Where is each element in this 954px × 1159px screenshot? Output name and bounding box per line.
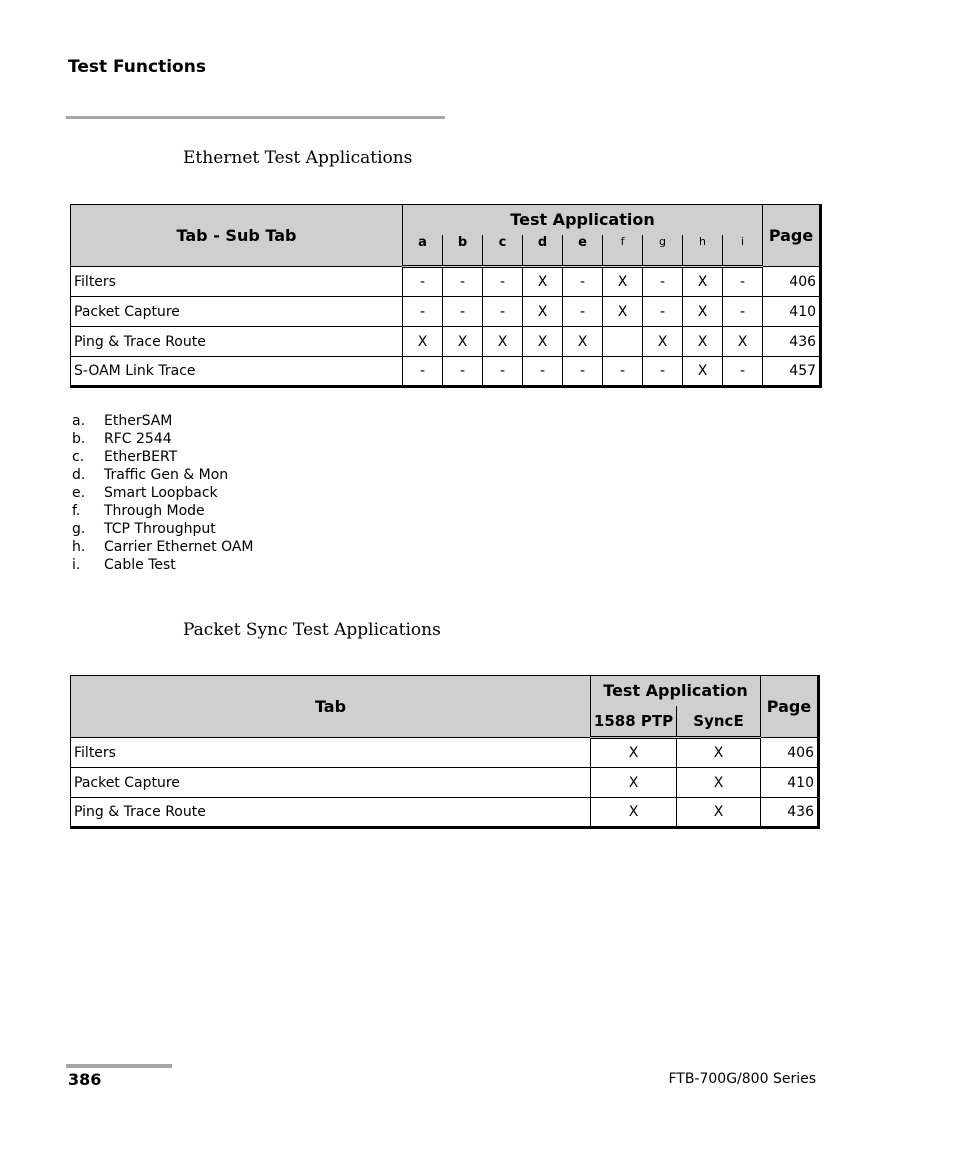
mark-cell: X	[677, 798, 761, 828]
col-header-tab: Tab	[71, 676, 591, 738]
legend-text: Cable Test	[104, 557, 176, 573]
packet-sync-table-caption: Packet Sync Test Applications	[183, 620, 441, 640]
mark-cell	[603, 327, 643, 357]
mark-cell: X	[683, 267, 723, 297]
sub-col-b: b	[443, 235, 483, 267]
sub-col-synce: SyncE	[677, 706, 761, 738]
mark-cell: -	[403, 297, 443, 327]
mark-cell: -	[403, 267, 443, 297]
legend-item	[72, 484, 254, 502]
col-header-test-application: Test Application	[403, 205, 763, 235]
row-name: Ping & Trace Route	[71, 798, 591, 828]
section-header: Test Functions	[68, 57, 206, 77]
row-name: Packet Capture	[71, 297, 403, 327]
mark-cell: -	[723, 267, 763, 297]
page-cell: 406	[761, 738, 819, 768]
mark-cell: X	[483, 327, 523, 357]
mark-cell: -	[443, 357, 483, 387]
legend-item	[72, 520, 254, 538]
col-header-test-application: Test Application	[591, 676, 761, 706]
mark-cell: X	[523, 297, 563, 327]
mark-cell: -	[483, 297, 523, 327]
sub-col-h: h	[683, 235, 723, 267]
sub-col-c: c	[483, 235, 523, 267]
table-row	[71, 798, 819, 828]
mark-cell: -	[483, 357, 523, 387]
mark-cell: X	[591, 738, 677, 768]
legend-item	[72, 430, 254, 448]
mark-cell: -	[483, 267, 523, 297]
mark-cell: X	[723, 327, 763, 357]
legend-item	[72, 466, 254, 484]
mark-cell: X	[563, 327, 603, 357]
page-cell: 410	[763, 297, 821, 327]
sub-col-e: e	[563, 235, 603, 267]
row-name: Ping & Trace Route	[71, 327, 403, 357]
legend-letter: b.	[72, 431, 86, 447]
legend-text: RFC 2544	[104, 431, 172, 447]
legend-text: Smart Loopback	[104, 485, 218, 501]
row-name: Filters	[71, 738, 591, 768]
mark-cell: -	[443, 297, 483, 327]
page-cell: 410	[761, 768, 819, 798]
mark-cell: -	[563, 357, 603, 387]
mark-cell: X	[523, 267, 563, 297]
mark-cell: X	[443, 327, 483, 357]
page-cell: 436	[763, 327, 821, 357]
legend-text: TCP Throughput	[104, 521, 216, 537]
legend-text: Carrier Ethernet OAM	[104, 539, 254, 555]
mark-cell: -	[643, 267, 683, 297]
mark-cell: -	[403, 357, 443, 387]
ethernet-test-table	[70, 204, 822, 388]
product-series: FTB-700G/800 Series	[668, 1071, 816, 1087]
mark-cell: -	[643, 297, 683, 327]
legend-text: EtherSAM	[104, 413, 173, 429]
mark-cell: X	[603, 267, 643, 297]
table-row	[71, 768, 819, 798]
legend-item	[72, 412, 254, 430]
col-header-page: Page	[761, 676, 819, 738]
mark-cell: -	[443, 267, 483, 297]
mark-cell: -	[523, 357, 563, 387]
mark-cell: X	[591, 798, 677, 828]
sub-col-i: i	[723, 235, 763, 267]
page-number: 386	[68, 1070, 102, 1089]
legend-item	[72, 556, 254, 574]
legend-letter: d.	[72, 467, 86, 483]
mark-cell: X	[677, 738, 761, 768]
legend-letter: c.	[72, 449, 85, 465]
page-cell: 406	[763, 267, 821, 297]
mark-cell: -	[563, 267, 603, 297]
legend-item	[72, 448, 254, 466]
mark-cell: -	[563, 297, 603, 327]
table-row	[71, 267, 821, 297]
mark-cell: -	[723, 297, 763, 327]
sub-col-d: d	[523, 235, 563, 267]
mark-cell: X	[523, 327, 563, 357]
legend-text: EtherBERT	[104, 449, 178, 465]
legend-item	[72, 502, 254, 520]
col-header-page: Page	[763, 205, 821, 267]
legend-text: Traffic Gen & Mon	[104, 467, 229, 483]
ethernet-table-caption: Ethernet Test Applications	[183, 148, 413, 168]
sub-col-f: f	[603, 235, 643, 267]
header-rule	[66, 116, 445, 119]
legend-letter: a.	[72, 413, 86, 429]
sub-col-g: g	[643, 235, 683, 267]
footnote-legend	[72, 412, 254, 574]
mark-cell: X	[683, 297, 723, 327]
mark-cell: X	[643, 327, 683, 357]
mark-cell: -	[723, 357, 763, 387]
row-name: S-OAM Link Trace	[71, 357, 403, 387]
mark-cell: -	[643, 357, 683, 387]
table-row	[71, 738, 819, 768]
mark-cell: X	[683, 327, 723, 357]
page-cell: 436	[761, 798, 819, 828]
legend-item	[72, 538, 254, 556]
legend-text: Through Mode	[104, 503, 205, 519]
legend-letter: f.	[72, 503, 81, 519]
sub-col-1588-ptp: 1588 PTP	[591, 706, 677, 738]
mark-cell: X	[677, 768, 761, 798]
table-row	[71, 297, 821, 327]
sub-col-a: a	[403, 235, 443, 267]
legend-letter: i.	[72, 557, 81, 573]
legend-letter: h.	[72, 539, 86, 555]
col-header-tab-subtab: Tab - Sub Tab	[71, 205, 403, 267]
legend-letter: g.	[72, 521, 86, 537]
table-row	[71, 327, 821, 357]
mark-cell: X	[683, 357, 723, 387]
mark-cell: X	[403, 327, 443, 357]
footer-rule	[66, 1064, 172, 1068]
mark-cell: X	[603, 297, 643, 327]
page-cell: 457	[763, 357, 821, 387]
mark-cell: X	[591, 768, 677, 798]
table-row	[71, 357, 821, 387]
packet-sync-test-table	[70, 675, 820, 829]
row-name: Packet Capture	[71, 768, 591, 798]
mark-cell: -	[603, 357, 643, 387]
legend-letter: e.	[72, 485, 86, 501]
row-name: Filters	[71, 267, 403, 297]
